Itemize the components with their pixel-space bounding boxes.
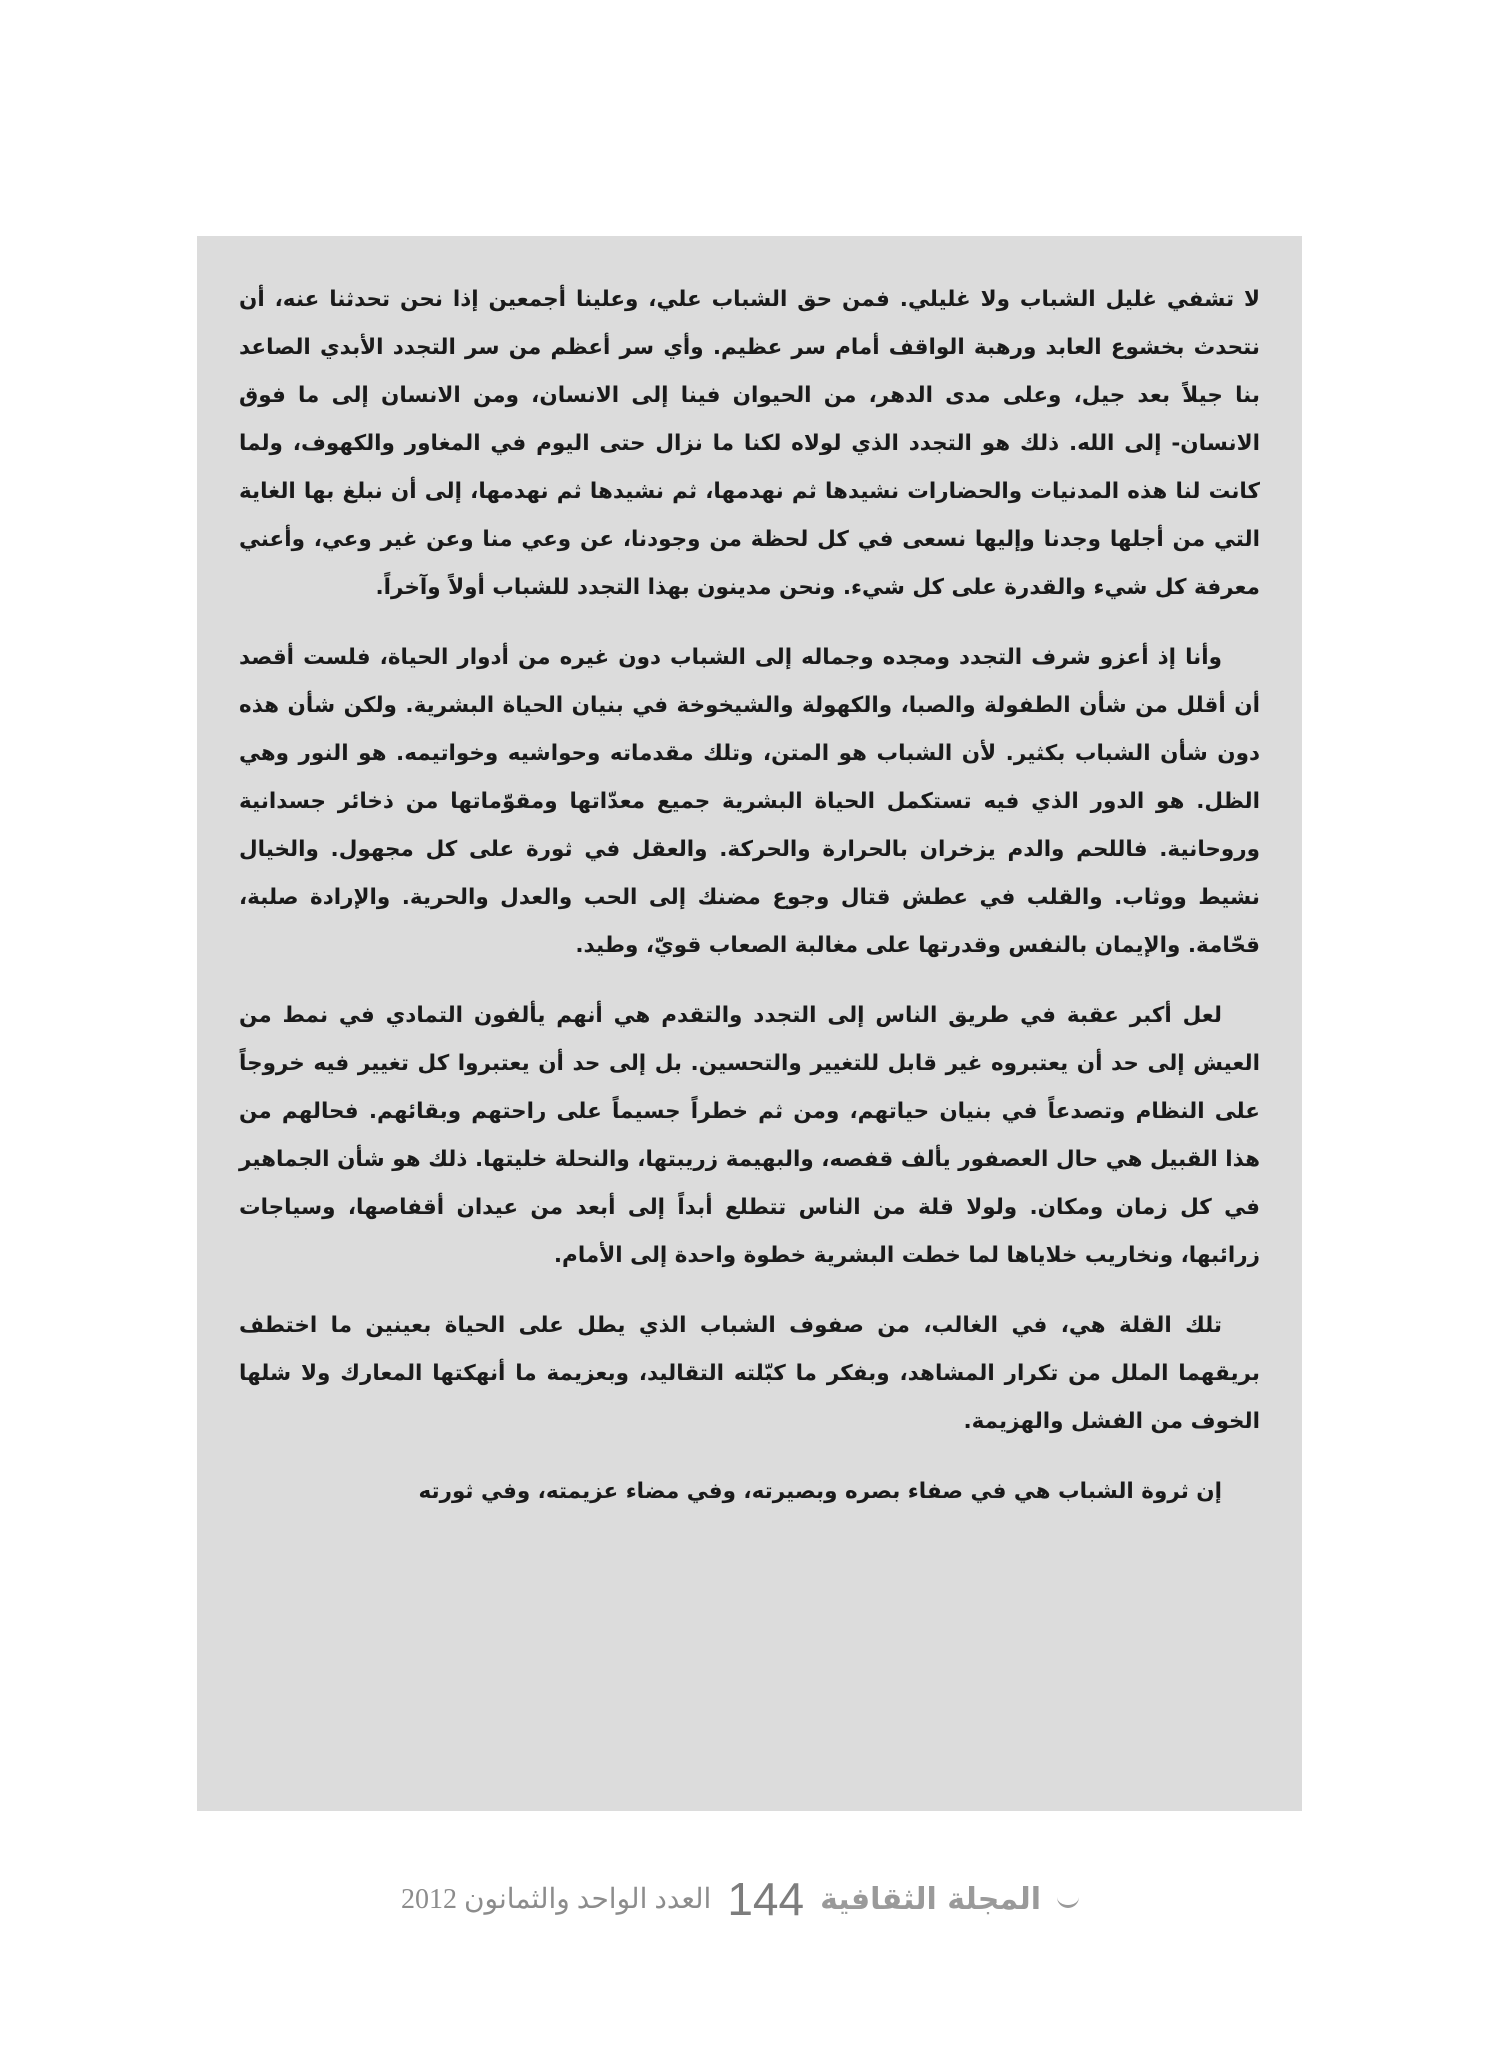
issue-label: العدد الواحد والثمانون 2012: [400, 1884, 712, 1915]
paragraph-1: لا تشفي غليل الشباب ولا غليلي. فمن حق الشباب علي، وعلينا أجمعين إذا نحن تحدثنا عنه، أن نتحدث بخشوع العابد ورهبة الواقف أمام سر عظيم. وأي سر أعظم من سر التجدد الأبدي الصاعد بنا جيلاً بعد جيل، وعلى مدى الدهر، من الحيوان فينا إلى الانسان، ومن الانسان إلى ما فوق الانسان- إلى الله. ذلك هو التجدد الذي لولاه لكنا ما نزال حتى اليوم في المغاور والكهوف، ولما كانت لنا هذه المدنيات والحضارات نشيدها ثم نهدمها، ثم نشيدها ثم نهدمها، إلى أن نبلغ بها الغاية التي من أجلها وجدنا وإليها نسعى في كل لحظة من وجودنا، عن وعي منا وعن غير وعي، وأعني معرفة كل شيء والقدرة على كل شيء. ونحن مدينون بهذا التجدد للشباب أولاً وآخراً.: [239, 287, 1260, 600]
paragraph-3: لعل أكبر عقبة في طريق الناس إلى التجدد والتقدم هي أنهم يألفون التمادي في نمط من العيش إلى حد أن يعتبروه غير قابل للتغيير والتحسين. بل إلى حد أن يعتبروا كل تغيير فيه خروجاً على النظام وتصدعاً في بنيان حياتهم، ومن ثم خطراً جسيماً على راحتهم وبقائهم. فحالهم من هذا القبيل هي حال العصفور يألف قفصه، والبهيمة زريبتها، والنحلة خليتها. ذلك هو شأن الجماهير في كل زمان ومكان. ولولا قلة من الناس تتطلع أبداً إلى أبعد من عيدان أقفاصها، وسياجات زرائبها، ونخاريب خلاياها لما خطت البشرية خطوة واحدة إلى الأمام.: [239, 1003, 1260, 1268]
paragraph-2: وأنا إذ أعزو شرف التجدد ومجده وجماله إلى الشباب دون غيره من أدوار الحياة، فلست أقصد أن أقلل من شأن الطفولة والصبا، والكهولة والشيخوخة في بنيان الحياة البشرية. ولكن شأن هذه دون شأن الشباب بكثير. لأن الشباب هو المتن، وتلك مقدماته وحواشيه وخواتيمه. هو النور وهي الظل. هو الدور الذي فيه تستكمل الحياة البشرية جميع معدّاتها ومقوّماتها من ذخائر جسدانية وروحانية. فاللحم والدم يزخران بالحرارة والحركة. والعقل في ثورة على كل مجهول. والخيال نشيط ووثاب. والقلب في عطش قتال وجوع مضنك إلى الحب والعدل والحرية. والإرادة صلبة، قحّامة. والإيمان بالنفس وقدرتها على مغالبة الصعاب قويّ، وطيد.: [239, 645, 1260, 958]
page-number: 144: [727, 1873, 805, 1925]
paragraph-4: تلك القلة هي، في الغالب، من صفوف الشباب الذي يطل على الحياة بعينين ما اختطف بريقهما الملل من تكرار المشاهد، وبفكر ما كبّلته التقاليد، وبعزيمة ما أنهكتها المعارك ولا شلها الخوف من الفشل والهزيمة.: [239, 1313, 1260, 1434]
magazine-name: المجلة الثقافية: [820, 1881, 1041, 1917]
paragraph-5: إن ثروة الشباب هي في صفاء بصره وبصيرته، وفي مضاء عزيمته، وفي ثورته: [418, 1479, 1222, 1504]
swash-ornament-icon: [1057, 1891, 1079, 1908]
page-footer: [0, 1872, 1497, 1942]
article-text-box: [197, 236, 1302, 1811]
footer-content: [401, 1872, 1079, 1926]
